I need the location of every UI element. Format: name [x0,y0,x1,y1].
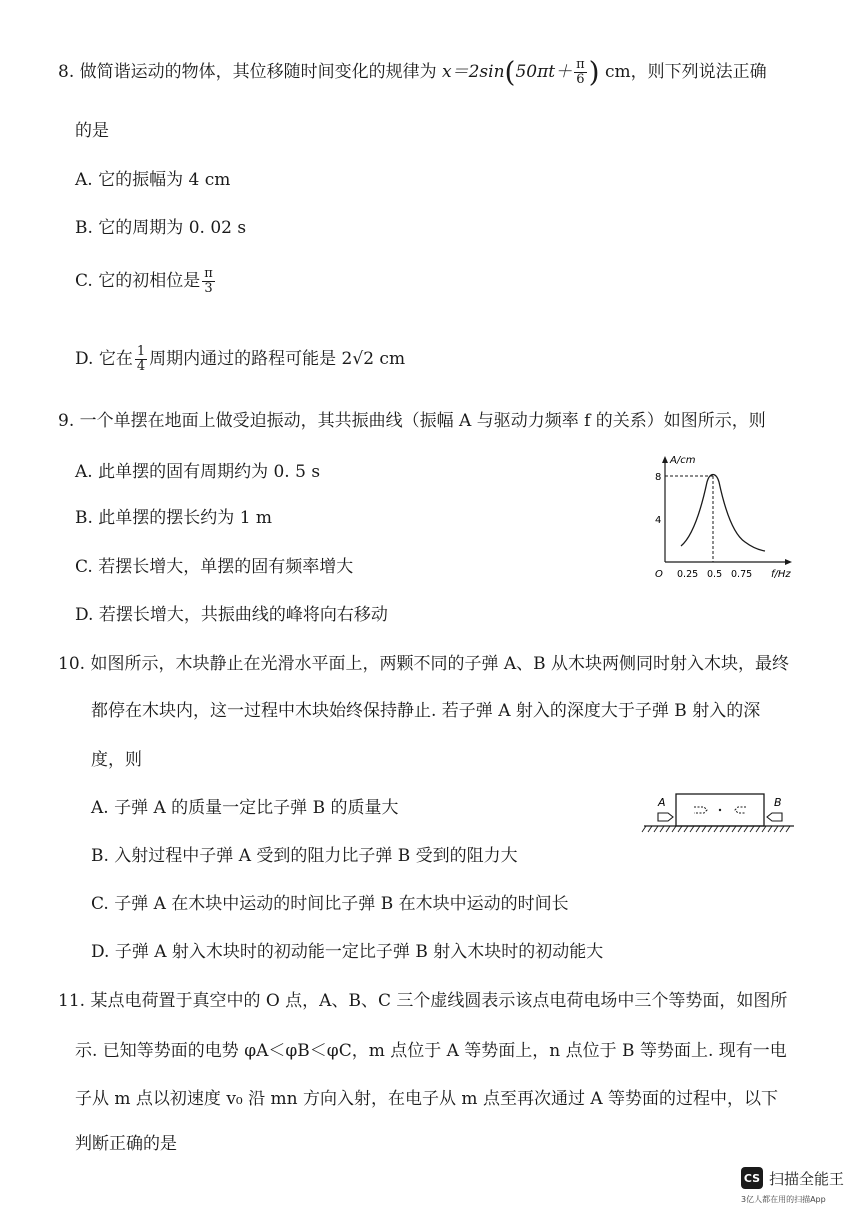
q9-x-tick-025: 0.25 [677,569,699,580]
q9-stem: 9. 一个单摆在地面上做受迫振动，其共振曲线（振幅 A 与驱动力频率 f 的关系）如图所示，则 [58,411,766,431]
q8-option-d-frac: $\frac{1}{4}$ [136,344,146,374]
q8-option-d: D. 它在 $\frac{1}{4}$ 周期内通过的路程可能是 2√2 cm [75,344,406,374]
q9-origin-label: O [655,569,663,580]
q9-option-b: B. 此单摆的摆长约为 1 m [75,508,273,528]
q8-option-b: B. 它的周期为 0. 02 s [75,218,247,238]
q10-option-d: D. 子弹 A 射入木块时的初动能一定比子弹 B 射入木块时的初动能大 [91,942,604,962]
q8-stem-line2: 的是 [75,121,109,141]
q11-stem-line4: 判断正确的是 [75,1134,177,1154]
q9-y-tick-4: 4 [655,515,662,526]
camscanner-watermark [741,1167,844,1189]
q9-x-tick-05: 0.5 [707,569,723,580]
q10-bullet-b-icon [767,813,782,821]
camscanner-tagline: 3亿人都在用的扫描App [741,1195,826,1204]
q9-option-d: D. 若摆长增大，共振曲线的峰将向右移动 [75,605,388,625]
q10-option-b: B. 入射过程中子弹 A 受到的阻力比子弹 B 受到的阻力大 [91,846,518,866]
q8-option-c: C. 它的初相位是 $\frac{\pi}{3}$ [75,266,213,296]
q10-ground-hatch [642,826,790,832]
q8-formula-lhs: x＝2sin [442,62,505,82]
q10-bullet-a-icon [658,813,673,821]
q8-formula-inner: 50πt＋ [515,62,573,82]
q10-dot-icon [719,809,721,811]
q9-y-axis-arrow [662,456,668,463]
q9-option-c: C. 若摆长增大，单摆的固有频率增大 [75,557,354,577]
q11-stem-line3: 子从 m 点以初速度 v₀ 沿 mn 方向入射，在电子从 m 点至再次通过 A 等势面的过程中，以下 [75,1089,779,1109]
q8-option-c-frac: $\frac{\pi}{3}$ [204,266,213,296]
q11-stem-line2: 示. 已知等势面的电势 φA＜φB＜φC，m 点位于 A 等势面上，n 点位于 B 等势面上. 现有一电 [75,1041,787,1061]
q10-label-b: B [774,796,782,809]
q9-x-axis-label: f/Hz [771,569,791,580]
q10-option-c: C. 子弹 A 在木块中运动的时间比子弹 B 在木块中运动的时间长 [91,894,569,914]
q8-option-a: A. 它的振幅为 4 cm [75,170,231,190]
camscanner-logo-icon: CS [741,1167,763,1189]
q9-y-tick-8: 8 [655,472,662,483]
q10-block-figure [640,788,800,838]
q10-stem-line1: 10. 如图所示，木块静止在光滑水平面上，两颗不同的子弹 A、B 从木块两侧同时射入木块，最终 [58,654,790,674]
q10-bullet-b-path-inside [735,807,746,813]
q9-resonance-graph [645,450,805,585]
q8-option-d-root: √2 [352,349,375,369]
q9-x-axis-arrow [785,559,792,565]
q9-y-axis-label: A/cm [670,455,696,466]
camscanner-brand: 扫描全能王 [769,1169,845,1188]
q9-option-a: A. 此单摆的固有周期约为 0. 5 s [75,462,321,482]
q11-stem-line1: 11. 某点电荷置于真空中的 O 点，A、B、C 三个虚线圆表示该点电荷电场中三个等势面，如图所 [58,991,788,1011]
q8-formula-frac: $\frac{\pi}{6}$ [576,57,585,87]
q10-stem-line2: 都停在木块内，这一过程中木块始终保持静止. 若子弹 A 射入的深度大于子弹 B 射入的深 [91,701,761,721]
q9-x-tick-075: 0.75 [731,569,753,580]
q10-label-a: A [658,796,666,809]
q8-stem: 8. 做简谐运动的物体，其位移随时间变化的规律为 x＝2sin(50πt＋ $\frac{\pi}{6}$ ) cm，则下列说法正确 [58,55,767,89]
q10-stem-line3: 度，则 [91,750,142,770]
q10-bullet-a-path-inside [694,807,707,813]
q10-option-a: A. 子弹 A 的质量一定比子弹 B 的质量大 [91,798,399,818]
q9-resonance-curve [681,475,765,552]
